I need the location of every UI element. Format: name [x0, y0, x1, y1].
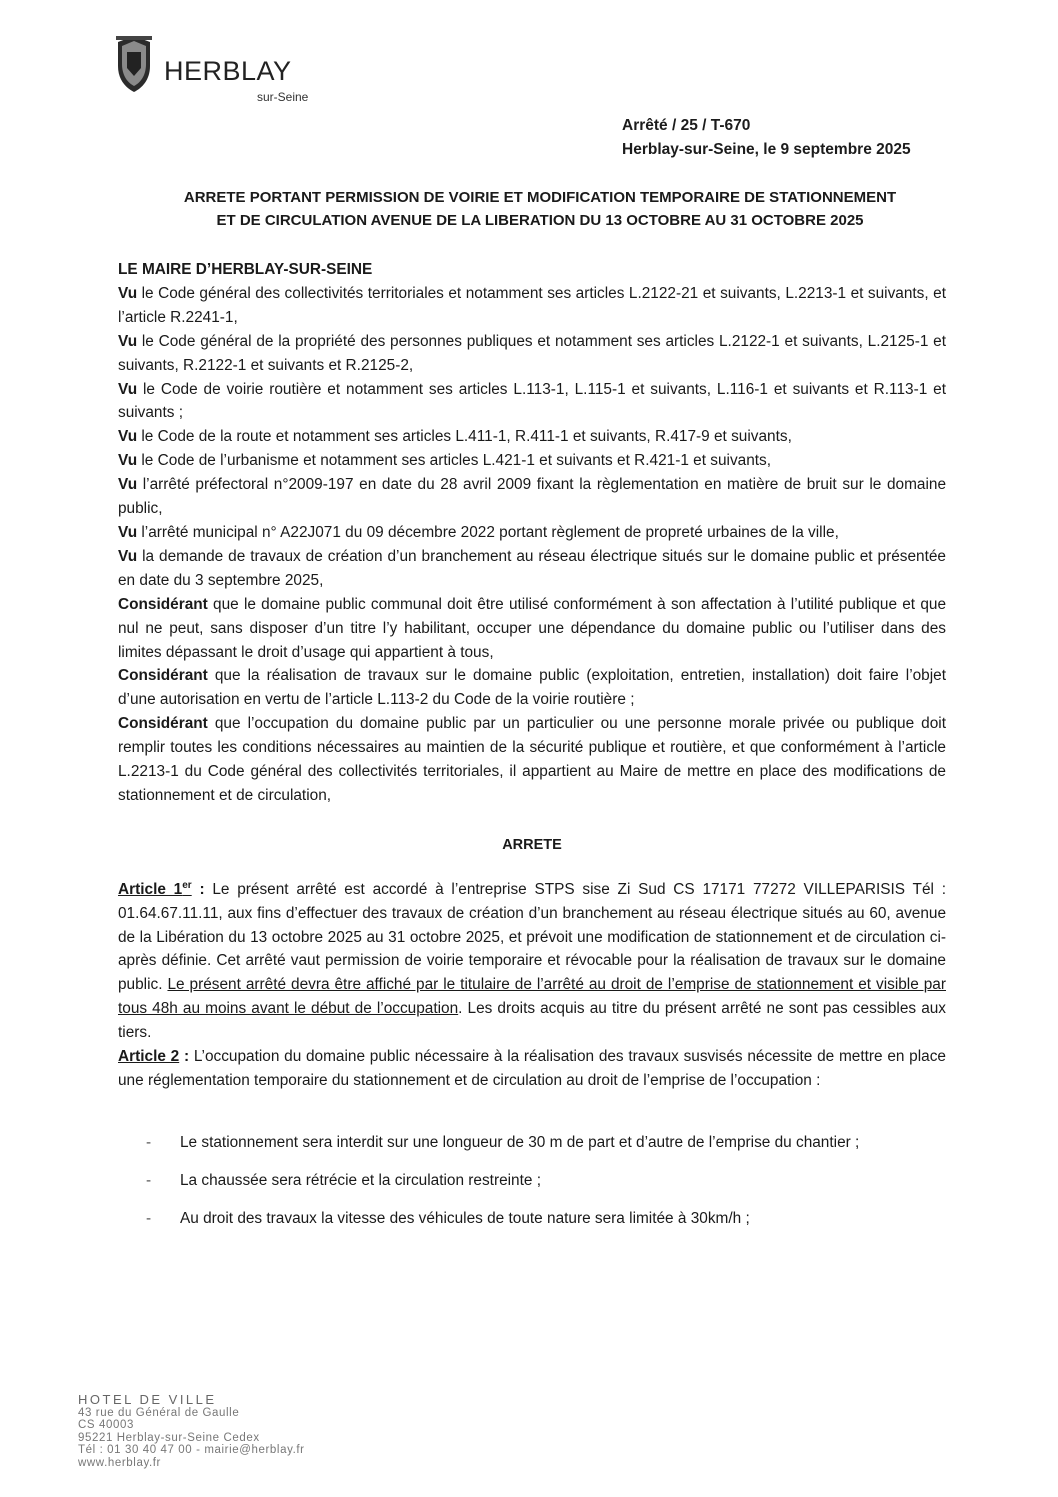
article-1-text: Le présent arrêté est accordé à l’entreprise STPS sise Zi Sud CS 17171 77272 VILLEPARISIS Tél : 01.64.67.11.11, aux fins d’effectuer des travaux de création d’un branchement au réseau électrique situés au 60, avenue de la Libération du 13 octobre 2025 au 31 octobre 2025, et prévoit une modification de stationnement et de circulation ci-après définie. Cet arrêté vaut permission de voirie temporaire et révocable pour la réalisation de travaux sur le domaine public. — [118, 880, 946, 994]
visa-paragraph — [118, 330, 946, 378]
considerant-text: que le domaine public communal doit être utilisé conformément à son affectation à l’utilité publique et que nul ne peut, sans disposer d’un titre l’y habilitant, occuper une dépendance du domaine public ou l’utiliser dans des limites dépassant le droit d’usage qui appartient à tous, — [118, 595, 946, 661]
considerant-text: que la réalisation de travaux sur le domaine public (exploitation, entretien, installation) doit faire l’objet d’une autorisation en vertu de l’article L.113-2 du Code de la voirie routière ; — [118, 667, 946, 709]
visa-paragraph — [118, 545, 946, 593]
visa-paragraph — [118, 425, 946, 449]
title-line-1: ARRETE PORTANT PERMISSION DE VOIRIE ET MODIFICATION TEMPORAIRE DE STATIONNEMENT — [183, 189, 897, 206]
visa-lead: Vu — [118, 547, 138, 565]
considerant-paragraph — [118, 712, 946, 808]
logo-subtitle: sur-Seine — [257, 90, 309, 104]
considerant-text: que l’occupation du domaine public par un particulier ou une personne morale privée ou publique doit remplir toutes les conditions nécessaires au maintien de la sécurité publique et routière, et que conformément à l’article L.2213-1 du Code général des collectivités territoriales, il appartient au Maire de mettre en place des modifications de stationnement et de circulation, — [118, 715, 946, 804]
decision-heading: ARRETE — [502, 836, 562, 853]
visa-paragraph — [118, 378, 946, 426]
visa-paragraph — [118, 282, 946, 330]
visa-lead: Vu — [118, 284, 138, 302]
visa-lead: Vu — [118, 523, 138, 541]
list-item: - Le stationnement sera interdit sur une longueur de 30 m de part et d’autre de l’emprise du chantier ; — [146, 1133, 860, 1151]
visa-text: le Code de l’urbanisme et notamment ses articles L.421-1 et suivants et R.421-1 et suivants, — [137, 452, 772, 470]
article-1-label: Article 1er — [118, 879, 192, 898]
document-body — [118, 258, 946, 1239]
document-reference — [622, 114, 911, 162]
visa-paragraph — [118, 473, 946, 521]
visa-lead: Vu — [118, 428, 138, 446]
visa-lead: Vu — [118, 380, 138, 398]
footer-address: 43 rue du Général de Gaulle — [78, 1406, 240, 1419]
visa-text: l’arrêté municipal n° A22J071 du 09 décembre 2022 portant règlement de propreté urbaines de la ville, — [137, 523, 839, 541]
footer-website: www.herblay.fr — [78, 1456, 161, 1469]
visa-lead: Vu — [118, 452, 138, 470]
footer-city: 95221 Herblay-sur-Seine Cedex — [78, 1431, 260, 1444]
considerant-lead: Considérant — [118, 595, 208, 613]
considerant-paragraph — [118, 664, 946, 712]
city-logo — [112, 34, 332, 104]
decree-number: Arrêté / 25 / T-670 — [622, 117, 751, 134]
visa-paragraph — [118, 449, 946, 473]
considerant-lead: Considérant — [118, 667, 208, 685]
considerant-paragraph — [118, 593, 946, 665]
visa-paragraph — [118, 521, 946, 545]
visa-text: la demande de travaux de création d’un branchement au réseau électrique situés sur le domaine public et présentée en date du 3 septembre 2025, — [118, 547, 946, 589]
article-1-display-notice: Le présent arrêté devra être affiché par le titulaire de l’arrêté au droit de l’emprise de stationnement et visible par tous 48h au moins avant le début de l’occupation — [118, 976, 946, 1018]
measures-list — [118, 1125, 946, 1237]
document-title — [115, 186, 965, 232]
footer-contact: Tél : 01 30 40 47 00 - mairie@herblay.fr — [78, 1444, 305, 1457]
logo-city-name: HERBLAY — [164, 56, 292, 86]
town-hall-footer — [78, 1394, 318, 1470]
visa-lead: Vu — [118, 332, 138, 350]
visa-text: le Code de la route et notamment ses articles L.411-1, R.411-1 et suivants, R.417-9 et suivants, — [137, 428, 792, 446]
visa-text: le Code de voirie routière et notamment ses articles L.113-1, L.115-1 et suivants, L.116-1 et suivants et R.113-1 et suivants ; — [118, 380, 946, 422]
visa-text: l’arrêté préfectoral n°2009-197 en date du 28 avril 2009 fixant la règlementation en matière de bruit sur le domaine public, — [118, 476, 946, 518]
mayor-heading: LE MAIRE D’HERBLAY-SUR-SEINE — [118, 261, 373, 278]
article-2-text: L’occupation du domaine public nécessaire à la réalisation des travaux susvisés nécessite de mettre en place une réglementation temporaire du stationnement et de circulation au droit de l’emprise de l’occupation : — [118, 1048, 946, 1089]
footer-heading: HOTEL DE VILLE — [78, 1392, 217, 1407]
list-item: - Au droit des travaux la vitesse des véhicules de toute nature sera limitée à 30km/h ; — [146, 1209, 750, 1227]
article-2-label: Article 2 — [118, 1048, 180, 1066]
visa-text: le Code général des collectivités territoriales et notamment ses articles L.2122-21 et suivants, L.2213-1 et suivants, et l’article R.2241-1, — [118, 284, 946, 326]
list-item: - La chaussée sera rétrécie et la circulation restreinte ; — [146, 1171, 542, 1189]
title-line-2: ET DE CIRCULATION AVENUE DE LA LIBERATION DU 13 OCTOBRE AU 31 OCTOBRE 2025 — [216, 212, 864, 229]
visa-lead: Vu — [118, 476, 138, 494]
place-and-date: Herblay-sur-Seine, le 9 septembre 2025 — [622, 141, 911, 158]
footer-cs: CS 40003 — [78, 1419, 134, 1432]
city-crest-icon — [112, 34, 156, 96]
visa-text: le Code général de la propriété des personnes publiques et notamment ses articles L.2122-1 et suivants, L.2125-1 et suivants, R.2122-1 et suivants et R.2125-2, — [118, 332, 946, 374]
article-2: Article 2 : L’occupation du domaine public nécessaire à la réalisation des travaux susvisés nécessite de mettre en place une réglementation temporaire du stationnement et de circulation au droit de l’emprise de l’occupation : — [118, 1048, 946, 1089]
article-1: Article 1er : Le présent arrêté est accordé à l’entreprise STPS sise Zi Sud CS 17171 77272 VILLEPARISIS Tél : 01.64.67.11.11, aux fins d’effectuer des travaux de création d’un branchement au réseau électrique situés au 60, avenue de la Libération du 13 octobre 2025 au 31 octobre 2025, et prévoit une modification de stationnement et de circulation ci-après définie. Cet arrêté vaut permission de voirie temporaire et révocable pour la réalisation de travaux sur le domaine public. Le présent arrêté devra être affiché par le titulaire de l’arrêté au droit de l’emprise de stationnement et visible par tous 48h au moins avant le début de l’occupation. Les droits acquis au titre du présent arrêté ne sont pas cessibles aux tiers. — [118, 879, 947, 1042]
considerant-lead: Considérant — [118, 715, 208, 733]
